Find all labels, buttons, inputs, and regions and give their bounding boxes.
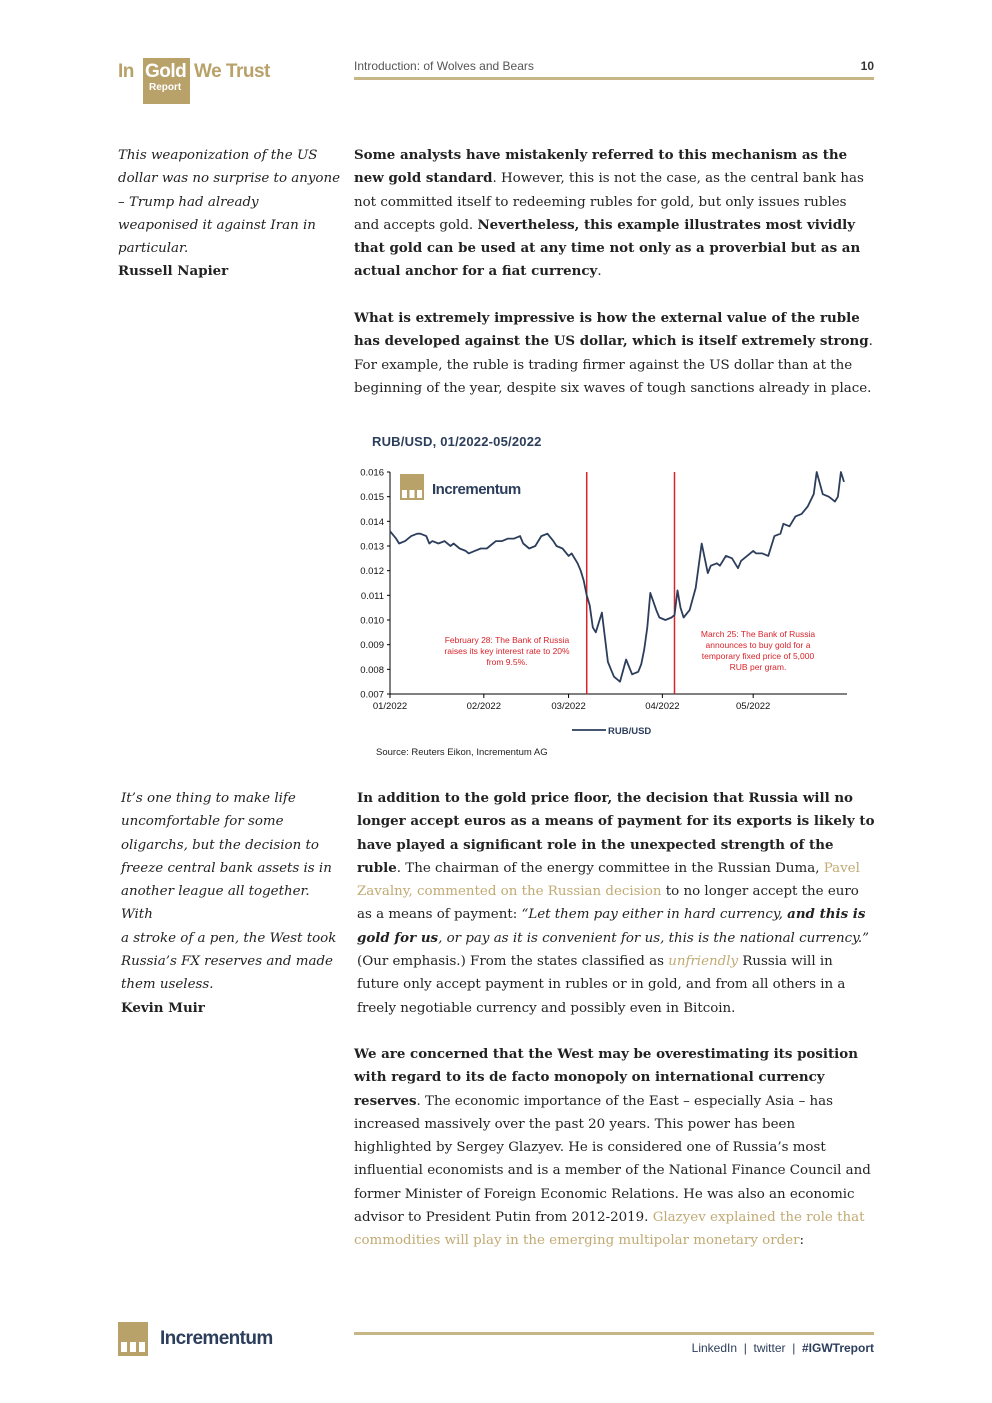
quote-line: – Trump had already <box>118 194 259 210</box>
quote-author: Russell Napier <box>118 263 229 280</box>
body-text: : <box>799 1233 805 1249</box>
incrementum-footer-logo <box>118 1322 288 1356</box>
quote-line: dollar was no surprise to anyone <box>118 171 341 187</box>
bold-text: Nevertheless, this example illustrates most vividly that gold can be used at any time not only as a proverbial but as an actual anchor for a fiat currency <box>354 216 861 280</box>
logo-mark-white-1 <box>121 1342 127 1352</box>
separator: | <box>792 1341 796 1355</box>
logo-gold: Gold <box>145 61 187 82</box>
unfriendly-link[interactable]: unfriendly <box>668 954 739 970</box>
section-title: Introduction: of Wolves and Bears <box>354 59 534 73</box>
body-text: . The chairman of the energy committee in the Russian Duma, <box>396 860 824 876</box>
quote-line: This weaponization of the US <box>118 148 318 163</box>
quote-line: freeze central bank assets is in <box>121 860 332 876</box>
zavalny-link[interactable]: Pavel Zavalny, commented on the Russian decision <box>357 860 860 900</box>
x-tick-label: 04/2022 <box>645 701 680 712</box>
body-text: Russia will in future only accept payment in rubles or in gold, and from all others in a freely negotiable currency and possibly even in Bitcoin. <box>357 954 846 1016</box>
logo-mark-white-3 <box>139 1342 145 1352</box>
body-text: . The economic importance of the East – especially Asia – has increased massively over the past 20 years. This power has been highlighted by Sergey Glazyev. He is considered one of Russia’s most influential economists and is a member of the National Finance Council and former Minister of Foreign Economic Relations. He was also an economic advisor to President Putin from 2012-2019. <box>354 1093 871 1226</box>
quote-emphasis: and this is gold for us <box>357 906 866 946</box>
y-tick-label: 0.007 <box>360 689 384 701</box>
chart-title: RUB/USD, 01/2022-05/2022 <box>372 434 542 449</box>
quote-line: Russia’s FX reserves and made <box>121 954 333 970</box>
paragraph-ruble-value <box>354 307 874 400</box>
x-tick-label: 03/2022 <box>551 701 586 712</box>
separator: | <box>743 1341 747 1355</box>
y-tick-label: 0.013 <box>360 541 384 553</box>
logo-we-trust: We Trust <box>194 61 270 82</box>
paragraph-euro-payment <box>357 787 877 1020</box>
quote-line: particular. <box>118 241 189 257</box>
bold-text: What is extremely impressive is how the external value of the ruble has developed against the US dollar, which is itself extremely strong <box>354 310 869 350</box>
quote-line: uncomfortable for some <box>121 814 284 830</box>
y-tick-label: 0.015 <box>360 492 384 504</box>
header-divider <box>354 77 874 80</box>
side-quote-muir <box>121 787 343 1020</box>
quote-author: Kevin Muir <box>121 999 205 1016</box>
body-text: to no longer accept the euro as a means of payment: <box>357 884 859 923</box>
legend-label: RUB/USD <box>608 726 652 737</box>
chart-source: Source: Reuters Eikon, Incrementum AG <box>376 747 548 758</box>
paragraph-currency-reserves <box>354 1043 874 1253</box>
chart-watermark: Incrementum <box>432 481 521 498</box>
y-tick-label: 0.014 <box>360 516 384 528</box>
logo-report: Report <box>149 82 182 93</box>
glazyev-link[interactable]: Glazyev explained the role that commodities will play in the emerging multipolar monetary order <box>354 1210 865 1249</box>
x-tick-label: 01/2022 <box>372 701 408 712</box>
body-text: (Our emphasis.) From the states classified as <box>357 954 669 970</box>
hashtag-link[interactable]: #IGWTreport <box>801 1341 874 1355</box>
y-tick-label: 0.012 <box>360 566 384 578</box>
watermark-logo-block <box>402 490 407 498</box>
quote-line: oligarchs, but the decision to <box>121 837 319 853</box>
igwt-logo <box>118 58 278 106</box>
y-tick-label: 0.008 <box>360 664 384 676</box>
quote-text: “Let them pay either in hard currency, <box>521 907 788 923</box>
body-text: . For example, the ruble is trading firmer against the US dollar than at the beginning of the year, despite six waves of tough sanctions already in place. <box>354 334 873 396</box>
watermark-logo-block <box>417 490 422 498</box>
x-tick-label: 05/2022 <box>736 701 771 712</box>
y-tick-label: 0.010 <box>360 615 384 627</box>
page-number: 10 <box>860 59 874 73</box>
bold-text: Some analysts have mistakenly referred to this mechanism as the new gold standard <box>354 147 848 187</box>
logo-in: In <box>118 61 134 82</box>
footer-brand: Incrementum <box>160 1328 273 1349</box>
quote-line: weaponised it against Iran in <box>118 217 316 233</box>
y-tick-label: 0.009 <box>360 640 384 652</box>
rub-usd-chart <box>350 462 870 742</box>
quote-text: , or pay as it is convenient for us, this is the national currency.” <box>438 930 869 946</box>
footer-links <box>600 1341 874 1355</box>
watermark-logo-block <box>410 490 415 498</box>
y-tick-label: 0.016 <box>360 467 384 479</box>
quote-line: them useless. <box>121 977 214 993</box>
y-tick-label: 0.011 <box>360 590 384 602</box>
bold-text: We are concerned that the West may be overestimating its position with regard to its de facto monopoly on international currency reserves <box>354 1046 858 1109</box>
twitter-link[interactable]: twitter <box>753 1341 786 1355</box>
event-annotation-feb28: February 28: The Bank of Russia raises its key interest rate to 20% from 9.5%. <box>444 635 570 667</box>
linkedin-link[interactable]: LinkedIn <box>691 1341 738 1355</box>
footer-divider <box>354 1332 874 1335</box>
event-annotation-mar25: March 25: The Bank of Russia announces to buy gold for a temporary fixed price of 5,000 RUB per gram. <box>700 629 816 672</box>
quote-line: a stroke of a pen, the West took <box>121 930 337 946</box>
quote-line: another league all together. With <box>121 884 310 923</box>
bold-text: In addition to the gold price floor, the decision that Russia will no longer accept euros as a means of payment for its exports is likely to have played a significant role in the unexpected strength of the ruble <box>357 790 875 876</box>
quote-line: It’s one thing to make life <box>121 791 296 806</box>
body-text: . <box>597 264 602 280</box>
logo-mark-white-2 <box>130 1342 136 1352</box>
body-text: . However, this is not the case, as the central bank has not committed itself to redeeming rubles for gold, but only issues rubles and accepts gold. <box>354 171 864 233</box>
x-tick-label: 02/2022 <box>466 701 501 712</box>
paragraph-gold-standard <box>354 144 874 284</box>
side-quote-napier <box>118 144 343 284</box>
